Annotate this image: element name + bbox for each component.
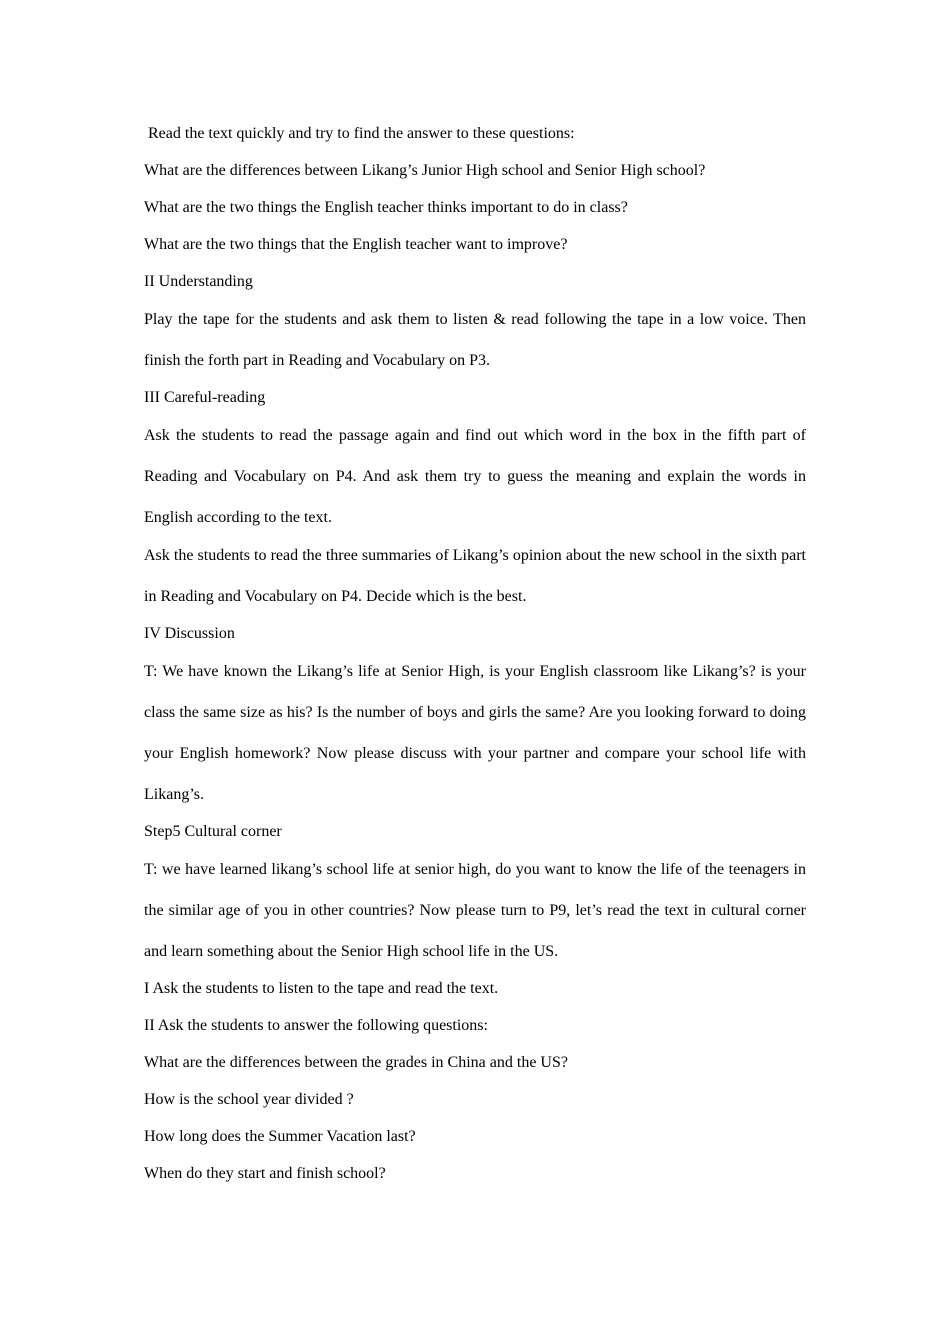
paragraph: Ask the students to read the passage again and find out which word in the box in the fifth part of Reading and Vocabulary on P4. And ask them try to guess the meaning and explain the words in English according to the text. — [144, 427, 806, 526]
paragraph: T: we have learned likang’s school life at senior high, do you want to know the life of the teenagers in the similar age of you in other countries? Now please turn to P9, let’s read the text in cultural corner and learn something about the Senior High school life in the US. — [144, 861, 806, 960]
document-body — [144, 124, 806, 1201]
instruction-line: I Ask the students to listen to the tape and read the text. — [144, 980, 499, 997]
question-line: How long does the Summer Vacation last? — [144, 1128, 416, 1145]
paragraph: Play the tape for the students and ask them to listen & read following the tape in a low voice. Then finish the forth part in Reading and Vocabulary on P3. — [144, 311, 806, 369]
question-line: What are the differences between Likang’s Junior High school and Senior High school? — [144, 162, 706, 179]
instruction-line: II Ask the students to answer the following questions: — [144, 1017, 488, 1034]
question-line: What are the two things the English teacher thinks important to do in class? — [144, 199, 628, 216]
paragraph: T: We have known the Likang’s life at Senior High, is your English classroom like Likang’s? is your class the same size as his? Is the number of boys and girls the same? Are you looking forward to doing your English homework? Now please discuss with your partner and compare your school life with Likang’s. — [144, 663, 806, 803]
question-line: When do they start and finish school? — [144, 1165, 386, 1182]
question-line: What are the two things that the English teacher want to improve? — [144, 236, 568, 253]
section-heading: II Understanding — [144, 273, 253, 290]
question-line: What are the differences between the grades in China and the US? — [144, 1054, 568, 1071]
section-heading: IV Discussion — [144, 625, 235, 642]
section-heading: III Careful-reading — [144, 389, 266, 406]
section-heading: Step5 Cultural corner — [144, 823, 282, 840]
paragraph: Ask the students to read the three summaries of Likang’s opinion about the new school in the sixth part in Reading and Vocabulary on P4. Decide which is the best. — [144, 547, 806, 605]
instruction-line: Read the text quickly and try to find the answer to these questions: — [144, 125, 575, 142]
question-line: How is the school year divided ? — [144, 1091, 354, 1108]
